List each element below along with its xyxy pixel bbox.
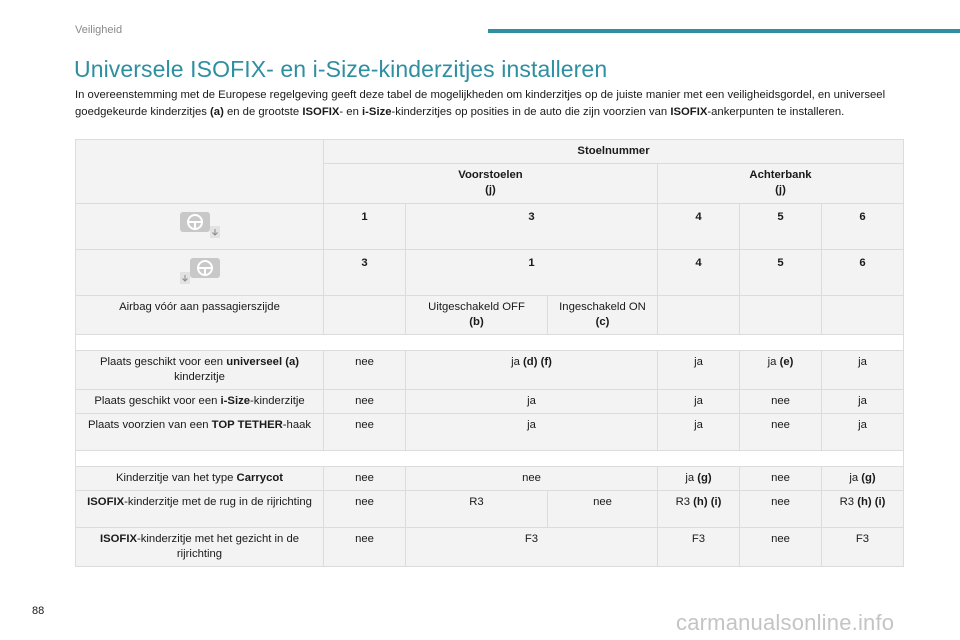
table-corner bbox=[76, 140, 324, 204]
table-cell: nee bbox=[324, 390, 406, 414]
row-label: ISOFIX-kinderzitje met het gezicht in de rijrichting bbox=[76, 528, 324, 567]
table-cell: R3 (h) (i) bbox=[822, 491, 904, 528]
table-row bbox=[76, 351, 904, 390]
row-label: Kinderzitje van het type Carrycot bbox=[76, 467, 324, 491]
table-cell: ja bbox=[822, 351, 904, 390]
row-label: Plaats geschikt voor een i-Size-kinderzitje bbox=[76, 390, 324, 414]
table-spacer bbox=[76, 335, 904, 351]
header-accent-bar bbox=[488, 29, 960, 33]
table-cell: nee bbox=[324, 528, 406, 567]
airbag-label: Airbag vóór aan passagierszijde bbox=[76, 296, 324, 335]
seat-number-cell: 6 bbox=[822, 204, 904, 250]
seat-number-cell: 3 bbox=[324, 250, 406, 296]
table-cell: F3 bbox=[822, 528, 904, 567]
seat-number-cell: 5 bbox=[740, 250, 822, 296]
seat-number-cell: 4 bbox=[658, 250, 740, 296]
table-cell bbox=[658, 296, 740, 335]
seat-number-cell: 6 bbox=[822, 250, 904, 296]
table-row bbox=[76, 204, 904, 250]
front-seats-header: Voorstoelen (j) bbox=[324, 164, 658, 204]
table-cell: nee bbox=[324, 351, 406, 390]
table-cell: nee bbox=[740, 467, 822, 491]
table-cell: ja bbox=[822, 390, 904, 414]
table-cell: F3 bbox=[658, 528, 740, 567]
steering-wheel-right-icon bbox=[76, 250, 324, 296]
page-number: 88 bbox=[32, 605, 45, 617]
seat-number-header: Stoelnummer bbox=[324, 140, 904, 164]
rear-bench-header: Achterbank (j) bbox=[658, 164, 904, 204]
table-cell: ja (e) bbox=[740, 351, 822, 390]
seat-number-cell: 3 bbox=[406, 204, 658, 250]
table-cell: nee bbox=[740, 528, 822, 567]
table-cell: nee bbox=[406, 467, 658, 491]
table-cell: ja bbox=[822, 414, 904, 451]
table-row bbox=[76, 528, 904, 567]
table-row bbox=[76, 467, 904, 491]
seat-number-cell: 4 bbox=[658, 204, 740, 250]
row-label: Plaats geschikt voor een universeel (a) kinderzitje bbox=[76, 351, 324, 390]
page-title: Universele ISOFIX- en i-Size-kinderzitjes installeren bbox=[74, 56, 608, 82]
table-row bbox=[76, 491, 904, 528]
table-cell: nee bbox=[740, 491, 822, 528]
table-cell: nee bbox=[324, 491, 406, 528]
table-cell: ja bbox=[406, 414, 658, 451]
table-cell: nee bbox=[740, 414, 822, 451]
table-cell: ja bbox=[658, 414, 740, 451]
table-spacer bbox=[76, 451, 904, 467]
table-cell bbox=[324, 296, 406, 335]
table-cell: nee bbox=[548, 491, 658, 528]
steering-wheel-left-icon bbox=[76, 204, 324, 250]
table-cell: nee bbox=[324, 467, 406, 491]
table-cell: nee bbox=[740, 390, 822, 414]
table-row bbox=[76, 296, 904, 335]
table-cell bbox=[822, 296, 904, 335]
table-cell bbox=[740, 296, 822, 335]
table-cell: ja (g) bbox=[658, 467, 740, 491]
table-cell: ja (d) (f) bbox=[406, 351, 658, 390]
table-cell: R3 bbox=[406, 491, 548, 528]
airbag-on-cell: Ingeschakeld ON (c) bbox=[548, 296, 658, 335]
table-cell: nee bbox=[324, 414, 406, 451]
table-cell: ja bbox=[406, 390, 658, 414]
isofix-compatibility-table bbox=[75, 139, 904, 567]
table-cell: ja (g) bbox=[822, 467, 904, 491]
intro-paragraph: In overeenstemming met de Europese regelgeving geeft deze tabel de mogelijkheden om kinderzitjes op de juiste manier met een veiligheidsgordel, en universeel goedgekeurde kinderzitjes (a) en de grootste ISOFIX- en i-Size-kinderzitjes op posities in de auto die zijn voorzien van ISOFIX-ankerpunten te installeren. bbox=[75, 89, 886, 118]
watermark: carmanualsonline.info bbox=[676, 610, 895, 635]
table-cell: ja bbox=[658, 351, 740, 390]
seat-number-cell: 1 bbox=[324, 204, 406, 250]
row-label: ISOFIX-kinderzitje met de rug in de rijrichting bbox=[76, 491, 324, 528]
section-label: Veiligheid bbox=[75, 24, 123, 36]
seat-number-cell: 1 bbox=[406, 250, 658, 296]
table-row bbox=[76, 250, 904, 296]
table-cell: R3 (h) (i) bbox=[658, 491, 740, 528]
row-label: Plaats voorzien van een TOP TETHER-haak bbox=[76, 414, 324, 451]
airbag-off-cell: Uitgeschakeld OFF (b) bbox=[406, 296, 548, 335]
table-cell: F3 bbox=[406, 528, 658, 567]
table-row bbox=[76, 390, 904, 414]
seat-number-cell: 5 bbox=[740, 204, 822, 250]
table-row bbox=[76, 414, 904, 451]
table-cell: ja bbox=[658, 390, 740, 414]
